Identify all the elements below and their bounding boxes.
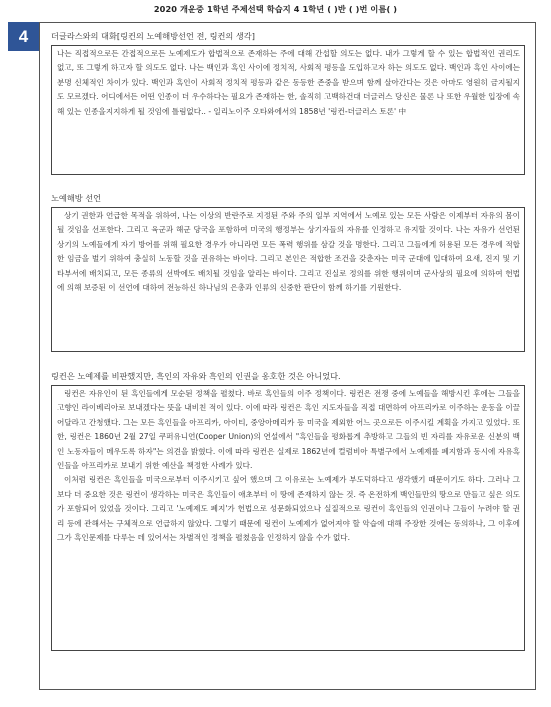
section2-proclamation-box	[51, 207, 525, 352]
section2-title: 노예해방 선언	[51, 193, 102, 203]
question-number-badge: 4	[8, 22, 39, 51]
section1-title: 더글라스와의 대화[링컨의 노예해방선언 전, 링컨의 생각]	[51, 31, 255, 41]
section1-text: 나는 직접적으로든 간접적으로든 노예제도가 합법적으로 존재하는 주에 대해 간섭할 의도는 없다. 내가 그렇게 할 수 있는 합법적인 권리도 없고, 또 그렇게 하고자 할 의도도 없다. 나는 백인과 흑인 사이에 정치적, 사회적 평등을 도입하고자 하는 의도도 없다. 백인과 흑인 사이에는 분명 신체적인 차이가 있다. 백인과 흑인이 사회적 정치적 평등과 같은 동등한 존중을 받으며 함께 살아간다는 것은 아마도 영원히 금지될지도 모르겠다. 어디에서든 어떤 인종이 더 우수하다는 필요가 존재하는 한, 솔직히 고백하건대 더글러스 당신은 물론 나 또한 우월한 입장에 속해 있는 인종을지지하게 될 것임에 틀림없다.. - 일리노이주 오타와에서의 1858년 '링컨-더글러스 토론' 中	[57, 49, 520, 116]
section1-quote-box	[51, 45, 525, 175]
section3-title: 링컨은 노예제를 비판했지만, 흑인의 자유와 흑인의 인권을 옹호한 것은 아니었다.	[51, 371, 341, 381]
worksheet-header: 2020 개운중 1학년 주제선택 학습지 4 1학년 ( )반 ( )번 이름( )	[153, 4, 398, 14]
section3-paragraph-2: 이처럼 링컨은 흑인들을 미국으로부터 이주시키고 싶어 했으며 그 이유로는 노예제가 부도덕하다고 생각했기 때문이기도 하다. 그러나 그보다 더 중요한 것은 링컨이 생각하는 미국은 흑인들이 애초부터 이 땅에 존재하지 않는 것. 즉 온전하게 백인들만의 땅으로 만들고 싶은 의도가 포함되어 있었을 것이다. 그리고 '노예제도 폐지'가 헌법으로 성문화되었으나 실질적으로 링컨이 흑인들의 인권이나 그들이 누려야 할 권리 등에 관해서는 구체적으로 언급하지 않았다. 그렇기 때문에 링컨이 노예제가 없어져야 할 악습에 대해 주장한 것에는 동의하나, 그 이후에 그가 흑인문제를 다루는 데 있어서는 차별적인 정책을 펼쳤음을 인정하지 않을 수가 없다.	[57, 475, 520, 543]
section2-text: 상기 권한과 언급한 목적을 위하여, 나는 이상의 반란주로 지정된 주와 주의 일부 지역에서 노예로 있는 모든 사람은 이제부터 자유의 몸이 될 것임을 선포한다. 그리고 육군과 해군 당국을 포함하여 미국의 행정부는 상기자들의 자유를 인정하고 유지할 것이다. 나는 자유가 선언된 상기의 노예들에게 자기 방어를 위해 필요한 경우가 아니라면 모든 폭력 행위를 삼갈 것을 명한다. 그리고 그들에게 허용된 모든 경우에 적합한 임금을 벌기 위하여 충실히 노동할 것을 권유하는 바이다. 그리고 본인은 적합한 조건을 갖춘자는 미국 군대에 입대하여 요새, 진지 및 기타부서에 배치되고, 모든 종류의 선박에도 배치될 것임을 알리는 바이다. 그리고 진실로 정의를 위한 행위이며 군사상의 필요에 의하여 헌법에 의해 보증된 이 선언에 대하여 전능하신 하나님의 은총과 인류의 신중한 판단이 함께 하기를 기원한다.	[57, 211, 520, 293]
section3-text-box	[51, 385, 525, 651]
section3-paragraph-1: 링컨은 자유인이 된 흑인들에게 모순된 정책을 펼쳤다. 바로 흑인들의 이주 정책이다. 링컨은 전쟁 중에 노예들을 해방시킨 후에는 그들을 고향인 라이베리아로 보내겠다는 뜻을 내비친 적이 있다. 이에 따라 링컨은 흑인 지도자들을 직접 대면하여 아프리카로 이주하는 운동을 이끌어달라고 간청했다. 그는 모든 흑인들을 아프리카, 아이티, 중앙아메리카 등 미국을 제외한 어느 곳으로든 이주시킬 계획을 가지고 있었다. 또한, 링컨은 1860년 2월 27일 쿠퍼유니언(Cooper Union)의 연설에서 "흑인들을 평화롭게 추방하고 그들의 빈 자리를 자유로운 신분의 백인 노동자들이 메우도록 하자"는 의견을 밝혔다. 이에 따라 링컨은 실제로 1862년에 컬럼비아 특별구에서 노예제를 폐지함과 동시에 자유흑인들을 아프리카로 보내기 위한 예산을 책정한 사례가 있다.	[57, 389, 520, 471]
